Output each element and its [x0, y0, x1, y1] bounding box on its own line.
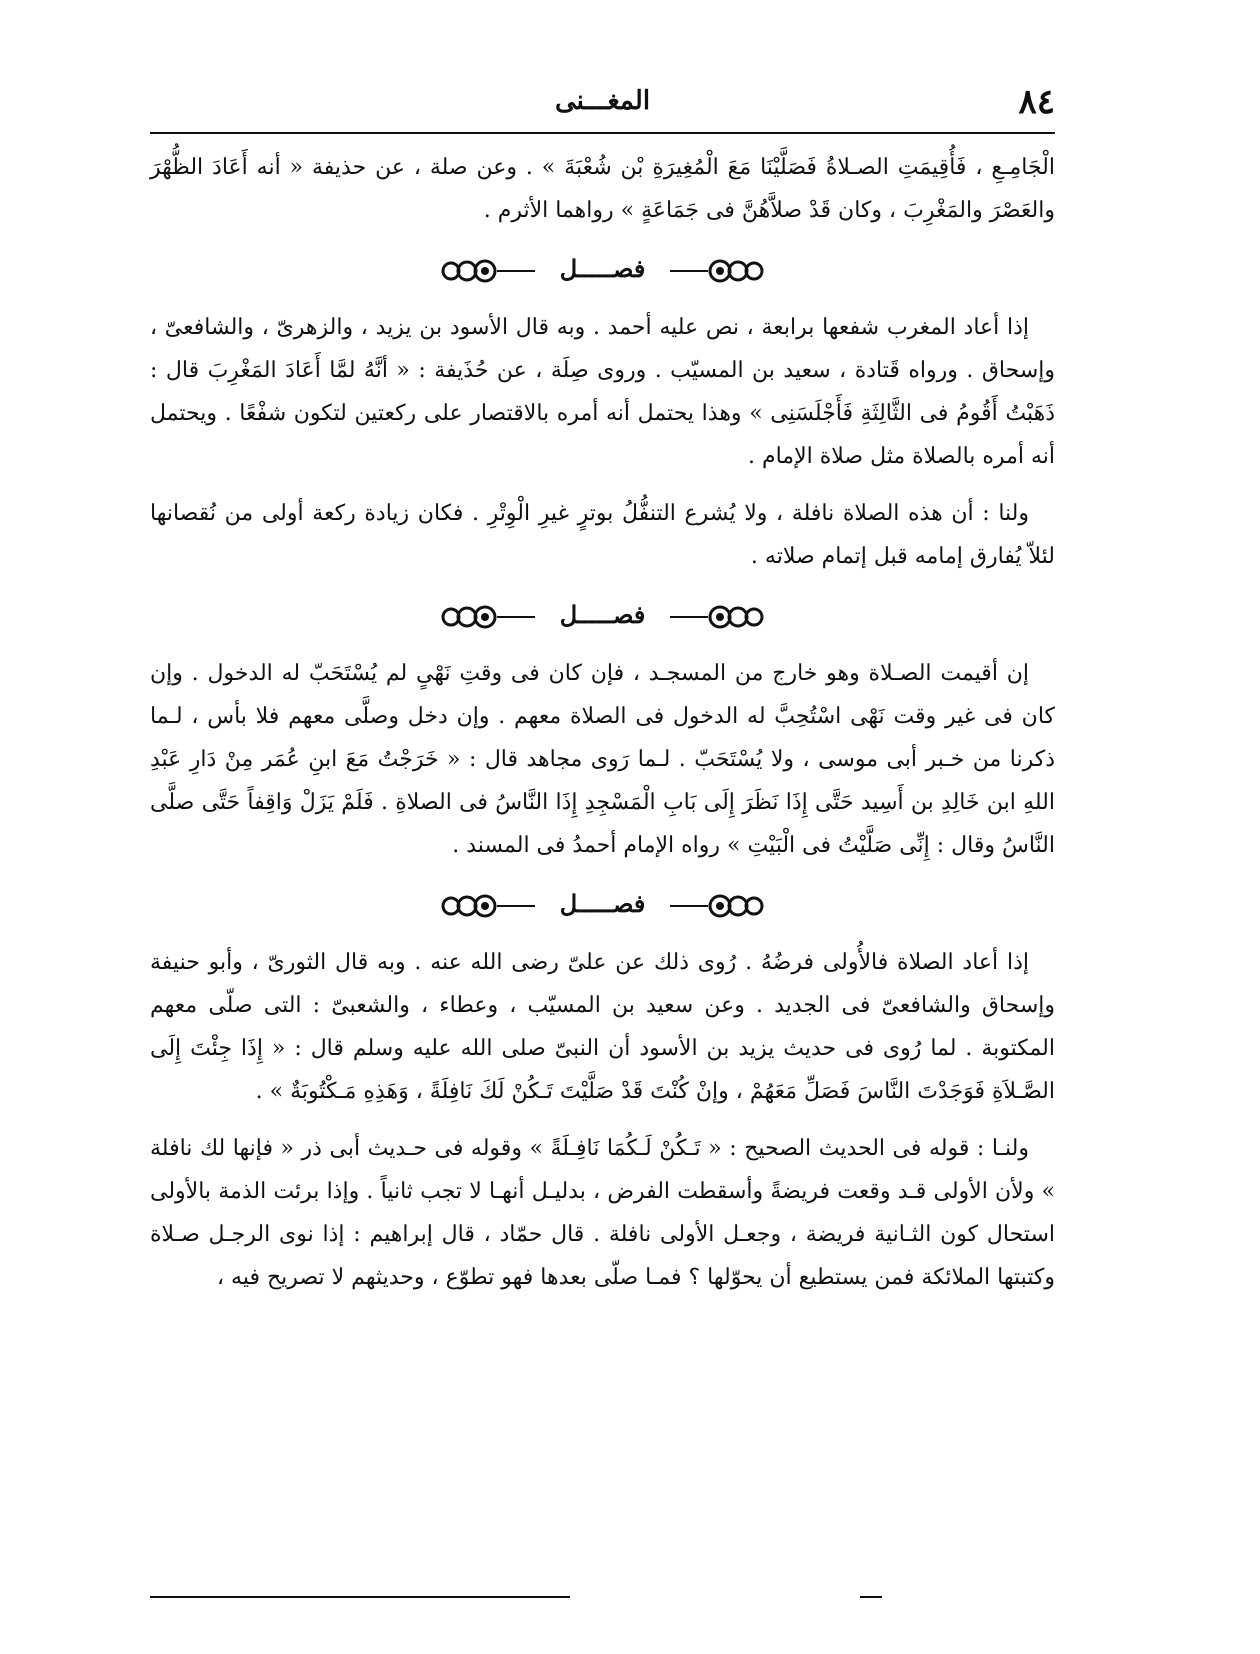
section-heading-text: فصـــــل [559, 889, 646, 918]
page-number: ٨٤ [1018, 82, 1055, 122]
ornament-icon [668, 603, 768, 631]
footer-dash [860, 1596, 882, 1598]
paragraph: ولنـا : قوله فى الحديث الصحيح : « تَـكُنْ لَـكُمَا نَافِـلَةً » وقوله فى حـديث أبى ذر « فإنها لك نافلة » ولأن الأولى قـد وقعت فريضةً وأسقطت الفرض ، بدليـل أنهـا لا تجب ثانياً . وإذا برئت الذمة بالأولى استحال كون الثـانية فريضة ، وجعـل الأولى نافلة . قال حمّاد ، قال إبراهيم : إذا نوى الرجـل صـلاة وكتبتها الملائكة فمن يستطيع أن يحوّلها ؟ فمـا صلّى بعدها فهو تطوّع ، وحديثهم لا تصريح فيه ، [150, 1136, 1055, 1290]
paragraph: الْجَامِـعِ ، فَأُقِيمَتِ الصـلاةُ فَصَلَّيْنَا مَعَ الْمُغِيرَةِ بْن شُعْبَةَ » . وعن صلة ، عن حذيفة « أنه أَعَادَ الظُّهْرَ والعَصْرَ والمَغْرِبَ ، وكان قَدْ صلاَّهُنَّ فى جَمَاعَةٍ » رواهما الأثرم . [150, 155, 1055, 223]
paragraph: إذا أعاد المغرب شفعها برابعة ، نص عليه أحمد . وبه قال الأسود بن يزيد ، والزهرىّ ، والشافعىّ ، وإسحاق . ورواه قَتادة ، سعيد بن المسيّب . وروى صِلَة ، عن حُذَيفة : « أنَّهُ لمَّا أَعَادَ المَغْرِبَ قال : ذَهَبْتُ أَقُومُ فى الثَّالِثَةِ فَأَجْلَسَنِى » وهذا يحتمل أنه أمره بالاقتصار على ركعتين لتكون شفْعًا . ويحتمل أنه أمره بالصلاة مثل صلاة الإمام . [150, 315, 1055, 469]
paragraph: إذا أعاد الصلاة فالأُولى فرضُهُ . رُوى ذلك عن علىّ رضى الله عنه . وبه قال الثورىّ ، وأبو حنيفة وإسحاق والشافعىّ فى الجديد . وعن سعيد بن المسيّب ، وعطاء ، والشعبىّ : التى صلّى معهم المكتوبة . لما رُوى فى حديث يزيد بن الأسود أن النبىّ صلى الله عليه وسلم قال : « إِذَا جِئْتَ إِلَى الصَّـلاَةِ فَوَجَدْتَ النَّاسَ فَصَلِّ مَعَهُمْ ، وإنْ كُنْتَ قَدْ صَلَّيْتَ تَـكُنْ لَكَ نَافِلَةً ، وَهَذِهِ مَـكْتُوبَةٌ » . [150, 950, 1055, 1104]
ornament-icon [437, 257, 537, 285]
section-heading [150, 867, 1055, 941]
running-title: المغـــنى [554, 86, 651, 116]
page-header [150, 82, 1055, 132]
paragraph: ولنا : أن هذه الصلاة نافلة ، ولا يُشرع التنفُّلُ بوترٍ غيرِ الْوِتْرِ . فكان زيادة ركعة أولى من نُقصانها لئلاّ يُفارق إمامه قبل إتمام صلاته . [150, 501, 1055, 569]
ornament-icon [437, 892, 537, 920]
section-heading [150, 578, 1055, 652]
header-rule [150, 132, 1055, 134]
ornament-icon [668, 892, 768, 920]
section-heading-text: فصـــــل [559, 254, 646, 283]
page-body [150, 146, 1055, 1299]
paragraph: إن أقيمت الصـلاة وهو خارج من المسجـد ، فإن كان فى وقتِ نَهْىٍ لم يُسْتَحَبّ له الدخول . وإن كان فى غير وقت نَهْى اسْتُحِبَّ له الدخول فى الصلاة معهم . وإن دخل وصلَّى معهم فلا بأس ، لـما ذكرنا من خـبر أبى موسى ، ولا يُسْتَحَبّ . لـما رَوى مجاهد قال : « خَرَجْتُ مَعَ ابنِ عُمَر مِنْ دَارِ عَبْدِ اللهِ ابن خَالِدِ بن أَسِيد حَتَّى إِذَا نَظَرَ إِلَى بَابِ الْمَسْجِدِ إِذَا النَّاسُ فى الصلاةِ . فَلَمْ يَزَلْ وَاقِفاً حَتَّى صلَّى النَّاسُ وقال : إِنِّى صَلَّيْتُ فى الْبَيْتِ » رواه الإمام أحمدُ فى المسند . [150, 661, 1055, 858]
ornament-icon [437, 603, 537, 631]
section-heading [150, 232, 1055, 306]
section-heading-text: فصـــــل [559, 600, 646, 629]
ornament-icon [668, 257, 768, 285]
footer-rule [150, 1596, 570, 1598]
